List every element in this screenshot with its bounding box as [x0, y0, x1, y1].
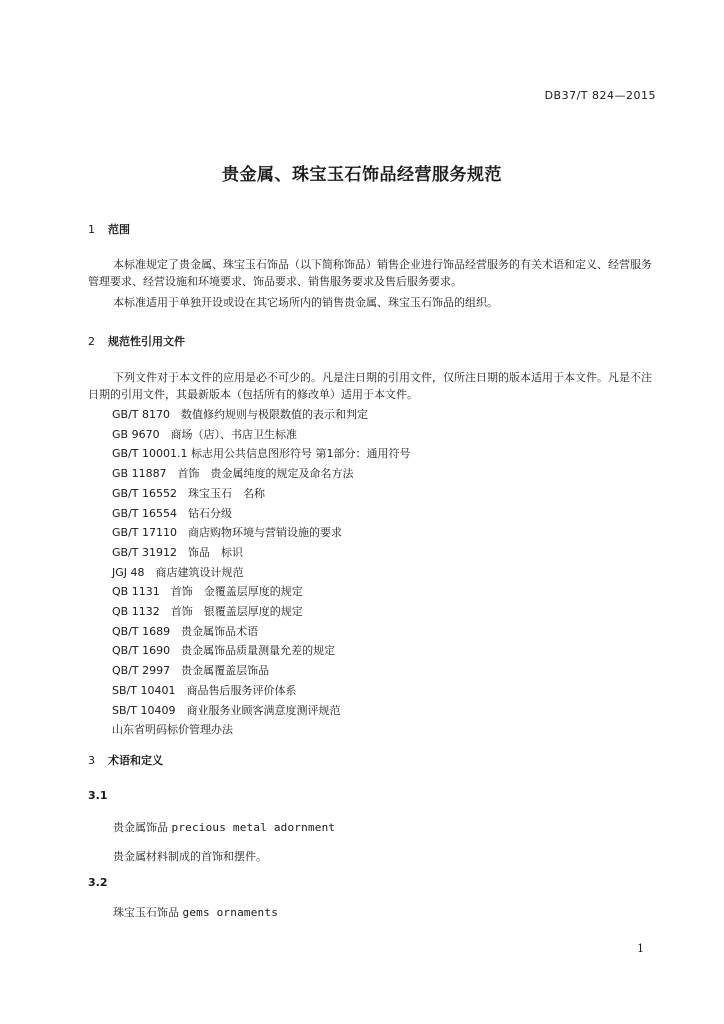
term-chinese: 贵金属饰品 — [113, 821, 168, 834]
term-number: 3.1 — [88, 789, 108, 802]
section-title: 范围 — [108, 223, 130, 236]
list-item: GB/T 31912 饰品 标识 — [112, 545, 243, 559]
term-definition: 贵金属材料制成的首饰和摆件。 — [113, 850, 267, 863]
list-item: QB 1132 首饰 银覆盖层厚度的规定 — [112, 605, 303, 619]
term-number: 3.2 — [88, 876, 108, 889]
page-number: 1 — [637, 942, 644, 955]
list-item: SB/T 10409 商业服务业顾客满意度测评规范 — [112, 703, 341, 717]
term-english: gems ornaments — [182, 906, 279, 919]
list-item: QB/T 1690 贵金属饰品质量测量允差的规定 — [112, 644, 336, 658]
list-item: QB/T 2997 贵金属覆盖层饰品 — [112, 664, 270, 678]
list-item: GB 11887 首饰 贵金属纯度的规定及命名方法 — [112, 467, 354, 481]
section-heading-terms — [88, 752, 163, 768]
standard-code: DB37/T 824—2015 — [544, 89, 656, 102]
reference-list — [112, 405, 410, 740]
scope-paragraph-1: 本标准规定了贵金属、珠宝玉石饰品（以下简称饰品）销售企业进行饰品经营服务的有关术语和定义、经营服务管理要求、经营设施和环境要求、饰品要求、销售服务要求及售后服务要求。 — [88, 258, 652, 288]
term-chinese: 珠宝玉石饰品 — [113, 906, 179, 919]
document-title: 贵金属、珠宝玉石饰品经营服务规范 — [222, 165, 502, 185]
section-title: 术语和定义 — [108, 754, 163, 767]
list-item: QB/T 1689 贵金属饰品术语 — [112, 624, 259, 638]
references-intro: 下列文件对于本文件的应用是必不可少的。凡是注日期的引用文件，仅所注日期的版本适用于本文件。凡是不注日期的引用文件，其最新版本（包括所有的修改单）适用于本文件。 — [88, 371, 652, 401]
term-english: precious metal adornment — [171, 821, 336, 834]
list-item: JGJ 48 商店建筑设计规范 — [112, 565, 244, 579]
list-item: SB/T 10401 商品售后服务评价体系 — [112, 683, 297, 697]
section-number: 2 — [88, 335, 95, 348]
term-entry — [113, 904, 278, 920]
section-number: 1 — [88, 223, 95, 236]
section-heading-normative-references — [88, 333, 185, 349]
scope-paragraph-2: 本标准适用于单独开设或设在其它场所内的销售贵金属、珠宝玉石饰品的组织。 — [113, 296, 498, 309]
list-item: GB/T 16552 珠宝玉石 名称 — [112, 486, 265, 500]
list-item: GB/T 17110 商店购物环境与营销设施的要求 — [112, 526, 342, 540]
list-item: 山东省明码标价管理办法 — [112, 723, 233, 737]
list-item: GB/T 8170 数值修约规则与极限数值的表示和判定 — [112, 408, 368, 421]
list-item: GB/T 16554 钻石分级 — [112, 506, 232, 520]
term-entry — [113, 819, 335, 835]
list-item: QB 1131 首饰 金覆盖层厚度的规定 — [112, 585, 303, 599]
list-item: GB/T 10001.1 标志用公共信息图形符号 第1部分：通用符号 — [112, 447, 411, 461]
section-number: 3 — [88, 754, 95, 767]
section-heading-scope — [88, 221, 130, 237]
section-title: 规范性引用文件 — [108, 335, 185, 348]
list-item: GB 9670 商场（店）、书店卫生标准 — [112, 427, 298, 441]
